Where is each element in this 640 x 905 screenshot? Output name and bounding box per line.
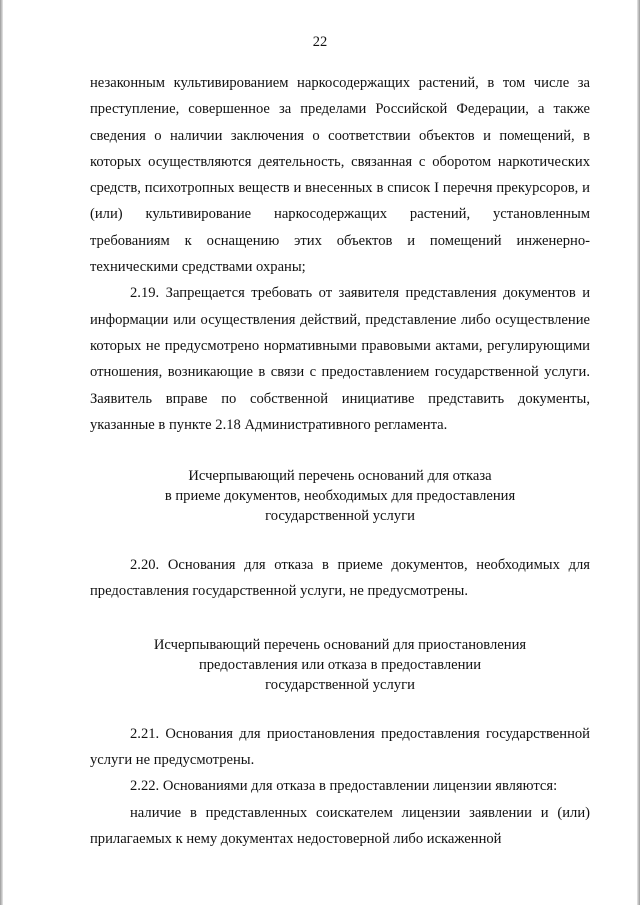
paragraph-2-19: 2.19. Запрещается требовать от заявителя представления документов и информации или осуществления действий, представление либо осуществление которых не предусмотрено нормативными правовыми актами, регулирующими отношения, возникающие в связи с предоставлением государственной услуги. Заявитель вправе по собственной инициативе представить документы, указанные в пункте 2.18 Административного регламента. (90, 285, 590, 433)
heading-line: Исчерпывающий перечень оснований для отказа (188, 468, 492, 485)
heading-line: государственной услуги (265, 676, 415, 693)
paragraph-intro: незаконным культивированием наркосодержащих растений, в том числе за преступление, совершенное за пределами Российской Федерации, а также сведения о наличии заключения о соответствии объектов и помещений, в которых осуществляются деятельность, связанная с оборотом наркотических средств, психотропных веществ и внесенных в список I перечня прекурсоров, и (или) культивирование наркосодержащих растений, установленным требованиям к оснащению этих объектов и помещений инженерно-техническими средствами охраны; (90, 75, 590, 276)
page-number: 22 (312, 34, 328, 50)
paragraph-2-20: 2.20. Основания для отказа в приеме документов, необходимых для предоставления государственной услуги, не предусмотрены. (90, 557, 590, 600)
heading-line: в приеме документов, необходимых для предоставления (164, 488, 516, 505)
scan-edge-left (0, 0, 3, 905)
heading-line: Исчерпывающий перечень оснований для приостановления (153, 636, 527, 653)
section-heading-refusal-acceptance (90, 466, 590, 526)
paragraph-last: наличие в представленных соискателем лицензии заявлении и (или) прилагаемых к нему документах недостоверной либо искаженной (90, 804, 590, 847)
section-heading-suspension-refusal (90, 635, 590, 695)
heading-line: предоставления или отказа в предоставлении (198, 656, 482, 673)
document-body (90, 70, 590, 852)
heading-line: государственной услуги (265, 508, 415, 525)
paragraph-2-22: 2.22. Основаниями для отказа в предоставлении лицензии являются: (130, 778, 558, 795)
paragraph-2-21: 2.21. Основания для приостановления предоставления государственной услуги не предусмотрены. (90, 725, 590, 769)
